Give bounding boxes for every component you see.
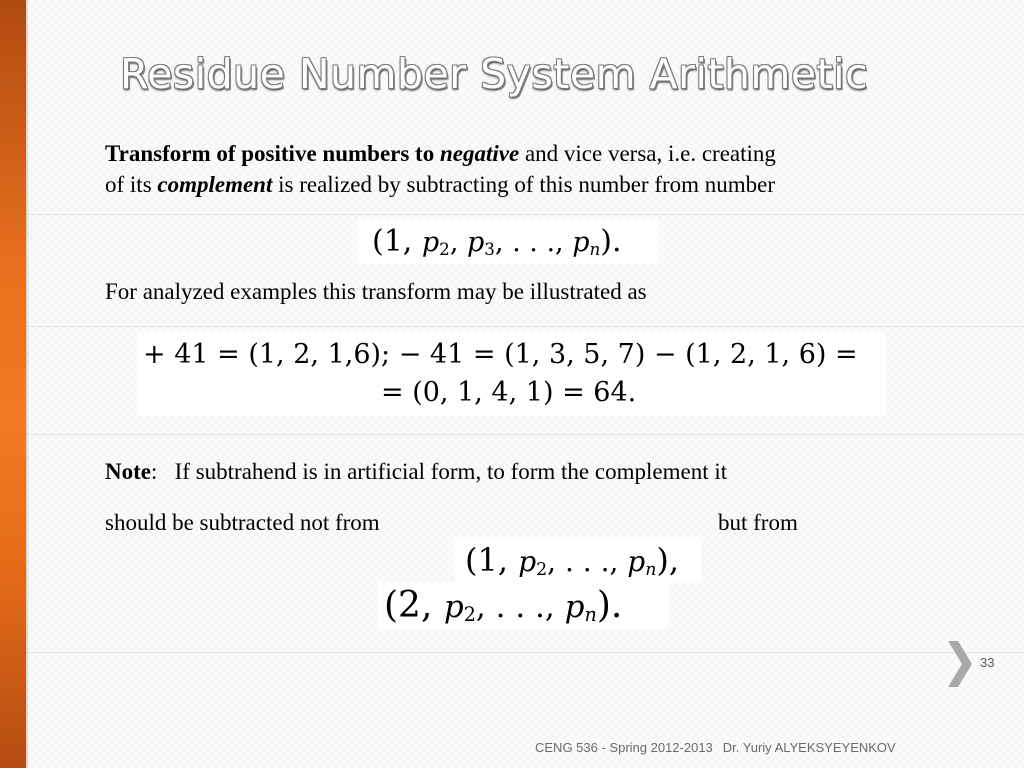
bold-text: Transform of positive numbers to	[105, 141, 440, 166]
footer-course: CENG 536 - Spring 2012-2013	[535, 740, 713, 755]
note-paragraph: Note: If subtrahend is in artificial form, to form the complement it	[105, 459, 728, 484]
footer-author: Dr. Yuriy ALYEKSYEYENKOV	[722, 740, 896, 755]
formula-artificial: (2, $p_2$, . . ., $p_n$).	[378, 582, 668, 630]
formula-modulus-set: (1, $p_2$, $p_3$, . . ., $p_n$).	[358, 220, 658, 264]
formula-example-line1: + 41 = (1, 2, 1,6); − 41 = (1, 3, 5, 7) − (1, 2, 1, 6) =	[143, 339, 858, 370]
background-band	[26, 652, 1024, 653]
keyword-complement: complement	[157, 172, 273, 197]
formula-example-line2: = (0, 1, 4, 1) = 64.	[381, 377, 637, 408]
background-band	[26, 326, 1024, 327]
slide-title: Residue Number System Arithmetic	[120, 50, 869, 98]
background-band	[26, 434, 1024, 435]
note-line2: should be subtracted not from	[105, 510, 380, 535]
sidebar-shadow	[26, 0, 29, 768]
note-label: Note	[105, 459, 151, 484]
formula-example	[137, 332, 886, 416]
footer	[535, 740, 896, 755]
accent-sidebar	[0, 0, 26, 768]
keyword-negative: negative	[439, 141, 520, 166]
page-number: 33	[980, 655, 995, 670]
note-line2-end: but from	[718, 510, 798, 535]
background-band	[26, 214, 1024, 215]
paragraph-examples: For analyzed examples this transform may be illustrated as	[105, 279, 647, 304]
formula-base: (1, $p_2$, . . ., $p_n$),	[455, 537, 701, 583]
chevron-right-icon[interactable]	[944, 639, 974, 689]
paragraph-transform: Transform of positive numbers to negative and vice versa, i.e. creating of its complement is realized by subtracting of this number from number	[105, 141, 776, 197]
